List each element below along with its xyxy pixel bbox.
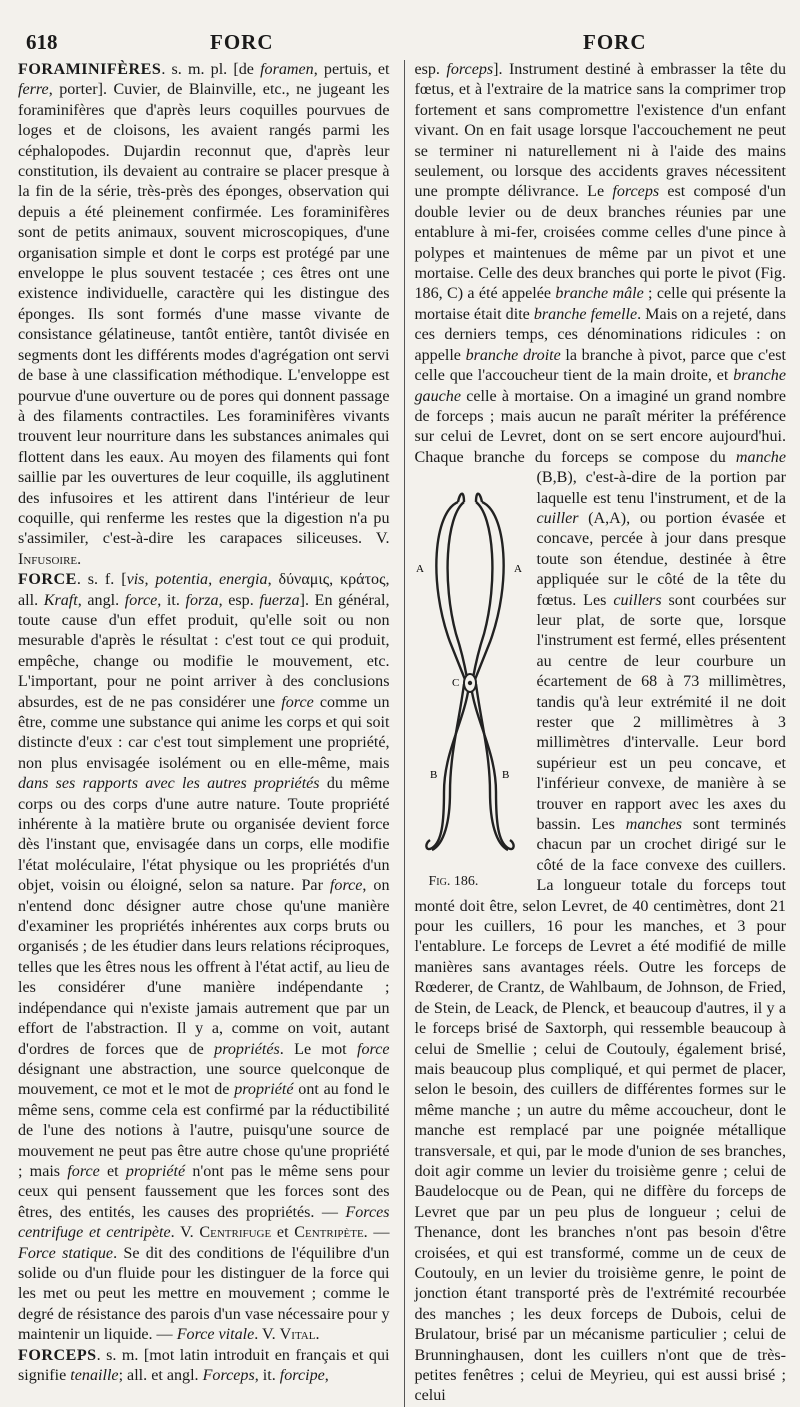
entry-forceps: FORCEPS. s. m. [mot latin introduit en français et qui signifie tenaille; all. et angl. Forceps, it. forcipe, [18, 1346, 390, 1384]
column-divider [404, 60, 405, 1407]
cross-reference: Infusoire [18, 550, 78, 568]
two-column-body [18, 60, 786, 1407]
left-column [18, 60, 402, 1407]
guide-word-right: FORC [583, 30, 647, 54]
cross-reference: Centripète [294, 1224, 364, 1242]
entry-forceps-continued: esp. forceps]. Instrument destiné à embrasser la tête du fœtus, et à l'extraire de la matrice sans la comprimer trop fortement et sans compromettre l'existence d'un enfant vivant. On en fait usage lorsque l'accouchement ne peut se terminer ni naturellement ni à l'aide des mains seulement, ou lorsque des accidents graves nécessitent une prompte délivrance. Le forceps est composé d'un double levier ou de deux branches réunies par une entablure à mi-fer, croisées comme celles d'une pince à polypes et maintenues de même par un pivot et une mortaise. Celle des deux branches qui porte le pivot (Fig. 186, C) a été appelée branche mâle ; celle qui présente la mortaise était dite branche femelle. Mais on a rejeté, dans ces derniers temps, ces dénominations ridicules : on appelle branche droite la branche à pivot, parce que c'est celle que l'accoucheur tient de la main droite, et branche gauche celle à mortaise. On a imaginé un grand nombre de forceps ; mais aucun ne paraît mériter la préférence sur celui de Levret, dont on se sert encore aujourd'hui. Chaque branche du forceps se compose du A A C B B Fig. 186. manche (B,B), c'est-à-dire de la portion par laquelle est tenu l'instrument, et de la cuiller (A,A), ou portion évasée et concave, percée à jour dans presque toute son étendue, destinée à être appliquée sur le côté de la tête du fœtus. Les cuillers sont courbées sur leur plat, de sorte que, lorsque l'instrument est fermé, elles présentent au centre de leur courbure un écartement de 68 à 73 millimètres, tandis qu'à leur extrémité il ne doit rester que 2 millimètres à 3 millimètres d'intervalle. Leur bord supérieur est un peu concave, et l'inférieur convexe, de manière à se trouver en rapport avec les axes du bassin. Les manches sont terminés chacun par un crochet dirigé sur le côté de la face convexe des cuillers. La longueur totale du forceps tout monté doit être, selon Levret, de 40 centimètres, dont 21 pour les cuillers, 16 pour les manches, et 3 pour l'entablure. Le forceps de Levret a été modifié de mille manières sans avantages réels. Outre les forceps de Rœderer, de Crantz, de Wahlbaum, de Johnson, de Fried, de Stein, de Leack, de Plenck, et beaucoup d'autres, il y a le forceps brisé de Saxtorph, qui ressemble beaucoup à celui de Smellie ; celui de Coutouly, également brisé, mais beaucoup plus compliqué, et qui permet de placer, selon le besoin, des cuillers de différentes formes sur le même manche ; un autre du même accoucheur, dont le manche est remplacé par une poignée métallique transversale, et qui, par le mode d'union de ses branches, doit agir comme un levier du troisième genre ; celui de Baudelocque ou de Pean, qui ne diffère du forceps de Levret que par un peu plus de longueur ; celui de Thenance, dont les branches n'ont pas besoin d'être croisées, et qui est transformé, comme un de ceux de Coutouly, en un levier du troisième genre, le point de jonction étant transporté près de l'extrémité recourbée des manches ; les deux forceps de Dubois, celui de Brulatour, brisé par un mécanisme particulier ; celui de Brunninghausen, dont les cuillers n'ont que de très-petites fenêtres ; celui de Meyrieu, qui est aussi brisé ; celui [414, 61, 786, 1405]
headword: FORCE [18, 571, 77, 589]
label-a-left: A [416, 563, 425, 576]
headword: FORAMINIFÈRES [18, 61, 162, 78]
label-c: C [452, 677, 460, 690]
running-header [18, 30, 786, 60]
cross-reference: Vital [279, 1326, 316, 1344]
forceps-illustration-icon [414, 472, 526, 868]
label-b-left: B [430, 769, 438, 782]
entry-force: FORCE. s. f. [vis, potentia, energia, δύναμις, κράτος, all. Kraft, angl. force, it. forza, esp. fuerza]. En général, toute cause d'un effet produit, qu'elle soit ou non mesurable d'après le résultat : c'est tout ce qui produit, empêche, change ou modifie le mouvement, etc. L'important, pour ne point arriver à des conclusions absurdes, est de ne pas considérer une force comme un être, comme une substance qui anime les corps et qui soit distincte d'eux : car c'est tout simplement une propriété, non plus envisagée isolément ou en elle-même, mais dans ses rapports avec les autres propriétés du même corps ou des corps d'une autre nature. Toute propriété inhérente à la matière brute ou organisée devient force dès l'instant que, envisagée dans un corps, elle modifie l'état moléculaire, l'état physique ou les propriétés d'un objet, voisin ou éloigné, selon sa nature. Par force, on n'entend donc désigner autre chose qu'une manière d'examiner les propriétés inhérentes aux corps bruts ou organisés ; de les étudier dans leurs relations réciproques, telles que les êtres nous les offrent à l'état actif, au lieu de les considérer d'une manière indépendante ; indépendance qui n'existe jamais autrement que par un effort de l'abstraction. Il y a, comme on voit, autant d'ordres de forces que de propriétés. Le mot force désignant une abstraction, une source quelconque de mouvement, ce mot et le mot de propriété ont au fond le même sens, comme cela est confirmé par la réductibilité de l'une des notions à l'autre, puisqu'une source de mouvement ne peut pas être autre chose qu'une propriété ; mais force et propriété n'ont pas le même sens pour ceux qui pensent faussement que les forces sont des êtres, des entités, les causes des propriétés. — Forces centrifuge et centripète. V. Centrifuge et Centripète. — Force statique. Se dit des conditions de l'équilibre d'un solide ou d'un fluide pour les distinguer de la force qui les met ou peut les mettre en mouvement ; comme le degré de résistance des parois d'un vase nécessaire pour y maintenir un liquide. — Force vitale. V. Vital. [18, 571, 390, 1344]
figure-caption: Fig. 186. [428, 873, 479, 889]
right-column [412, 60, 786, 1407]
label-a-right: A [514, 563, 523, 576]
page-number: 618 [26, 30, 58, 54]
guide-word-left: FORC [210, 30, 274, 54]
entry-foraminiferes: FORAMINIFÈRES. s. m. pl. [de foramen, pertuis, et ferre, porter]. Cuvier, de Blainville, etc., ne jugeant les foraminifères que d'après leurs coquilles pourvues de loges et de cloisons, les avaient rangés parmi les céphalopodes. Dujardin reconnut que, d'après leur constitution, ils devaient au contraire se placer presque à la fin de la série, très-près des éponges, observation qui depuis a été pleinement confirmée. Les foraminifères sont de petits animaux, souvent microscopiques, d'une organisation simple et dont le corps est protégé par une enveloppe le plus souvent testacée ; ces êtres ont une existence individuelle, caractère qui les distingue des éponges. Ils sont formés d'une masse vivante de consistance gélatineuse, tantôt entière, tantôt divisée en segments dont les différents modes d'agrégation ont servi de base à une classification méthodique. L'enveloppe est pourvue d'une ouverture ou de pores qui donnent passage à des filaments contractiles. Les foraminifères vivants trouvent leur nourriture dans les substances animales qui flottent dans les eaux. Au moyen des filaments qui font saillie par les ouvertures de leur coquille, ils agglutinent des infusoires et les attirent dans l'intérieur de leur coquille, qui renferme les restes que la digestion n'a pu s'assimiler, c'est-à-dire les carapaces siliceuses. V. Infusoire. [18, 61, 390, 568]
figure-186 [414, 472, 526, 892]
label-b-right: B [502, 769, 510, 782]
headword: FORCEPS [18, 1346, 97, 1364]
cross-reference: Centrifuge [199, 1224, 272, 1242]
